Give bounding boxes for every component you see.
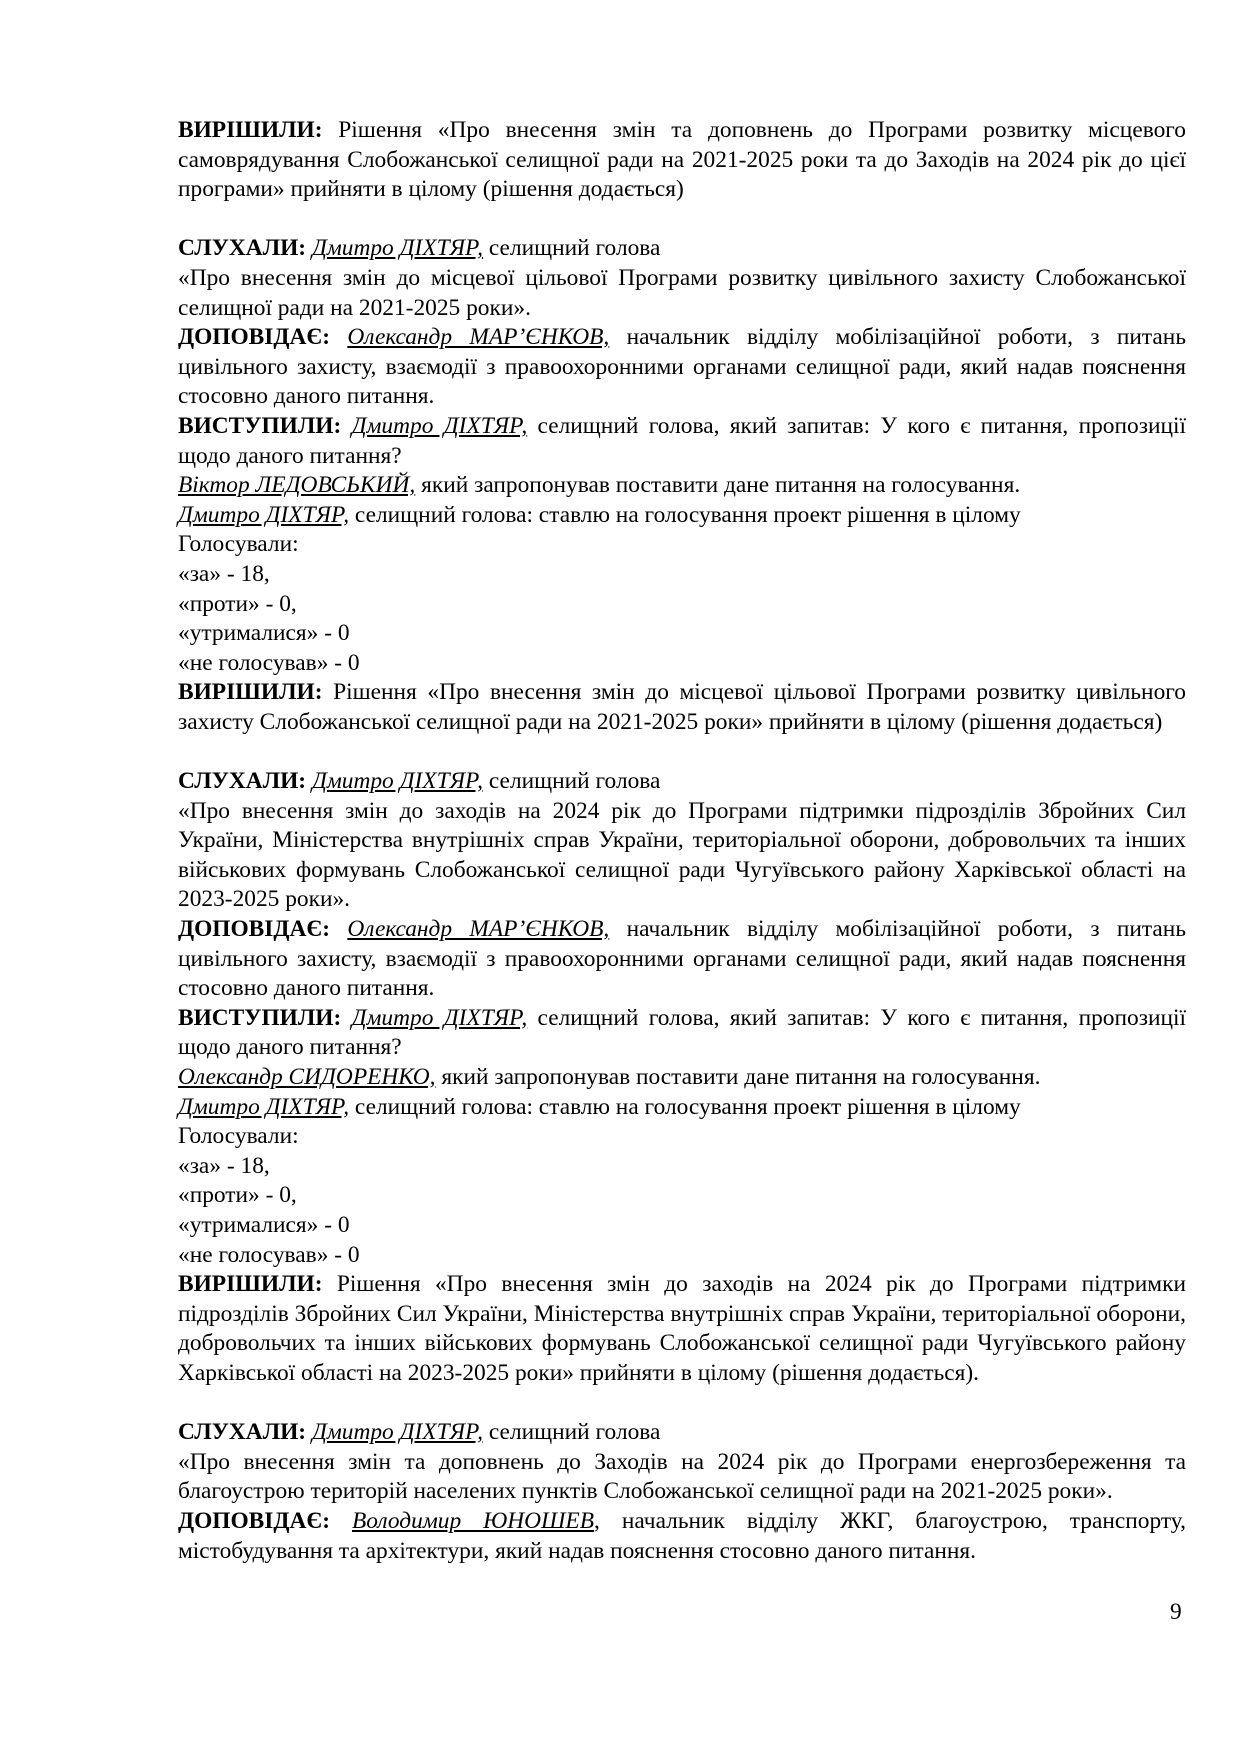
vote-against: «проти» - 0, <box>178 1182 297 1209</box>
reporter-paragraph <box>178 323 1186 412</box>
text-line: пояснення стосовно даного питання. <box>178 945 1186 1002</box>
speakers-paragraph <box>178 1004 1186 1063</box>
person-name: Олександр МАР’ЄНКОВ, <box>347 916 610 943</box>
text-line: Чугуївського району Харківської області на 2023-2025 роки» прийняти в цілому (рішення <box>178 1330 1186 1386</box>
person-name: Віктор ЛЕДОВСЬКИЙ, <box>178 472 416 499</box>
document-page <box>178 116 1186 1566</box>
text-line: начальник відділу мобілізаційної роботи, з питань <box>626 916 1186 943</box>
page-number: 9 <box>1170 1599 1182 1625</box>
decided-label: ВИРІШИЛИ: <box>178 117 323 143</box>
text-line: селищний голова: ставлю на голосування проект рішення в цілому <box>354 1093 1021 1120</box>
text-line: селищний голова, який запитав: У кого є питання, <box>537 412 1069 439</box>
text-line: «Про внесення змін до заходів на 2024 рік до Програми підтримки підрозділів Збройних Сил <box>178 797 1186 824</box>
decision-paragraph <box>178 678 1186 737</box>
person-name: Дмитро ДІХТЯР, <box>351 412 528 439</box>
person-role: селищний голова <box>488 1419 661 1446</box>
reporter-label: ДОПОВІДАЄ: <box>178 1507 331 1534</box>
text-line: інших військових формувань Слобожанської селищної ради Чугуївського району <box>178 827 1186 883</box>
heard-label: СЛУХАЛИ: <box>178 235 307 262</box>
text-line: самоврядування Слобожанської селищної ради на 2021-2025 роки та до Заходів на 2024 рік <box>178 146 1112 173</box>
text-line: до цієї програми» прийняти в цілому (рішення додається) <box>178 146 1187 203</box>
proposal-line <box>178 471 1186 501</box>
heard-label: СЛУХАЛИ: <box>178 1419 307 1446</box>
text-line: Рішення «Про внесення змін до місцевої цільової Програми розвитку <box>333 679 1066 706</box>
heard-line <box>178 1418 1186 1448</box>
vote-for: «за» - 18, <box>178 560 270 587</box>
heard-label: СЛУХАЛИ: <box>178 768 307 795</box>
person-name: Дмитро ДІХТЯР, <box>178 501 350 528</box>
text-line: Рішення «Про внесення змін та доповнень до Програми розвитку місцевого <box>338 117 1186 143</box>
decided-label: ВИРІШИЛИ: <box>178 1271 323 1298</box>
topic-paragraph <box>178 797 1186 915</box>
vote-against: «проти» - 0, <box>178 590 297 617</box>
text-line: оборони, добровольчих та інших військових формувань Слобожанської селищної ради <box>178 1300 1186 1357</box>
text-line: додається). <box>868 1359 980 1386</box>
person-name: Дмитро ДІХТЯР, <box>178 1093 350 1120</box>
text-line: цивільного захисту Слобожанської селищної ради на 2021-2025 роки» прийняти в цілому <box>178 679 1186 735</box>
person-role: селищний голова <box>488 768 661 795</box>
heard-line <box>178 234 1186 264</box>
topic-paragraph <box>178 264 1186 323</box>
text-line: який запропонував поставити дане питання на голосування. <box>421 472 1021 499</box>
text-line: Харківської області на 2023-2025 роки». <box>178 856 1186 913</box>
person-name: Дмитро ДІХТЯР, <box>311 235 484 262</box>
person-name: Олександр МАР’ЄНКОВ, <box>347 324 610 351</box>
text-line: Слобожанської селищної ради на 2021-2025 роки». <box>178 264 1186 321</box>
text-line: цивільного захисту, взаємодії з правоохоронними органами селищної ради, який надав <box>178 945 1074 972</box>
text-line: селищний голова: ставлю на голосування проект рішення в цілому <box>354 501 1021 528</box>
person-role: селищний голова <box>488 235 661 262</box>
reporter-label: ДОПОВІДАЄ: <box>178 324 331 351</box>
reporter-label: ДОПОВІДАЄ: <box>178 916 331 943</box>
text-line: благоустрою територій населених пунктів Слобожанської селищної ради на 2021-2025 роки». <box>178 1478 1113 1505</box>
vote-abstained: «утрималися» - 0 <box>178 1211 350 1238</box>
chair-line <box>178 501 1186 531</box>
person-name: Олександр СИДОРЕНКО, <box>178 1064 436 1090</box>
person-name: Дмитро ДІХТЯР, <box>311 1419 484 1446</box>
text-line: пропозиції щодо даного питання? <box>178 1004 1186 1061</box>
voting-label: Голосували: <box>178 1123 299 1150</box>
text-line: Рішення «Про внесення змін до заходів на 2024 рік до Програми підтримки <box>336 1271 1186 1298</box>
text-line: який запропонував поставити дане питання на голосування. <box>441 1064 1041 1090</box>
text-line: містобудування та архітектури, який надав пояснення стосовно даного питання. <box>178 1537 976 1564</box>
text-line: начальник відділу мобілізаційної роботи, з питань <box>626 324 1186 351</box>
text-line: «Про внесення змін до місцевої цільової Програми розвитку цивільного захисту <box>178 264 1025 291</box>
reporter-paragraph <box>178 1507 1186 1566</box>
vote-not-voted: «не голосував» - 0 <box>178 1241 360 1268</box>
topic-paragraph <box>178 1448 1186 1507</box>
reporter-paragraph <box>178 915 1186 1004</box>
text-line: пояснення стосовно даного питання. <box>178 353 1186 410</box>
text-line: , начальник відділу ЖКГ, благоустрою, транспорту, <box>594 1507 1186 1534</box>
text-line: (рішення додається) <box>961 708 1163 735</box>
decided-label: ВИРІШИЛИ: <box>178 679 323 706</box>
text-line: України, Міністерства внутрішніх справ України, територіальної оборони, добровольчих та <box>178 827 1116 854</box>
text-line: цивільного захисту, взаємодії з правоохоронними органами селищної ради, який надав <box>178 353 1074 380</box>
chair-line <box>178 1093 1186 1123</box>
speakers-label: ВИСТУПИЛИ: <box>178 412 342 439</box>
speakers-label: ВИСТУПИЛИ: <box>178 1004 342 1031</box>
text-line: «Про внесення змін та доповнень до Заходів на 2024 рік до Програми енергозбереження та <box>178 1448 1186 1475</box>
person-name: Дмитро ДІХТЯР, <box>351 1004 528 1031</box>
proposal-line <box>178 1063 1186 1093</box>
heard-line <box>178 767 1186 797</box>
text-line: підрозділів Збройних Сил України, Міністерства внутрішніх справ України, територіальної <box>178 1300 1091 1327</box>
decision-paragraph <box>178 116 1186 205</box>
voting-label: Голосували: <box>178 531 299 558</box>
decision-paragraph <box>178 1270 1186 1388</box>
person-name: Володимир ЮНОШЕВ <box>352 1507 595 1534</box>
vote-for: «за» - 18, <box>178 1152 270 1179</box>
vote-not-voted: «не голосував» - 0 <box>178 649 360 676</box>
vote-abstained: «утрималися» - 0 <box>178 620 350 647</box>
text-line: селищний голова, який запитав: У кого є питання, <box>537 1004 1069 1031</box>
person-name: Дмитро ДІХТЯР, <box>311 768 484 795</box>
text-line: пропозиції щодо даного питання? <box>178 412 1186 469</box>
speakers-paragraph <box>178 412 1186 471</box>
